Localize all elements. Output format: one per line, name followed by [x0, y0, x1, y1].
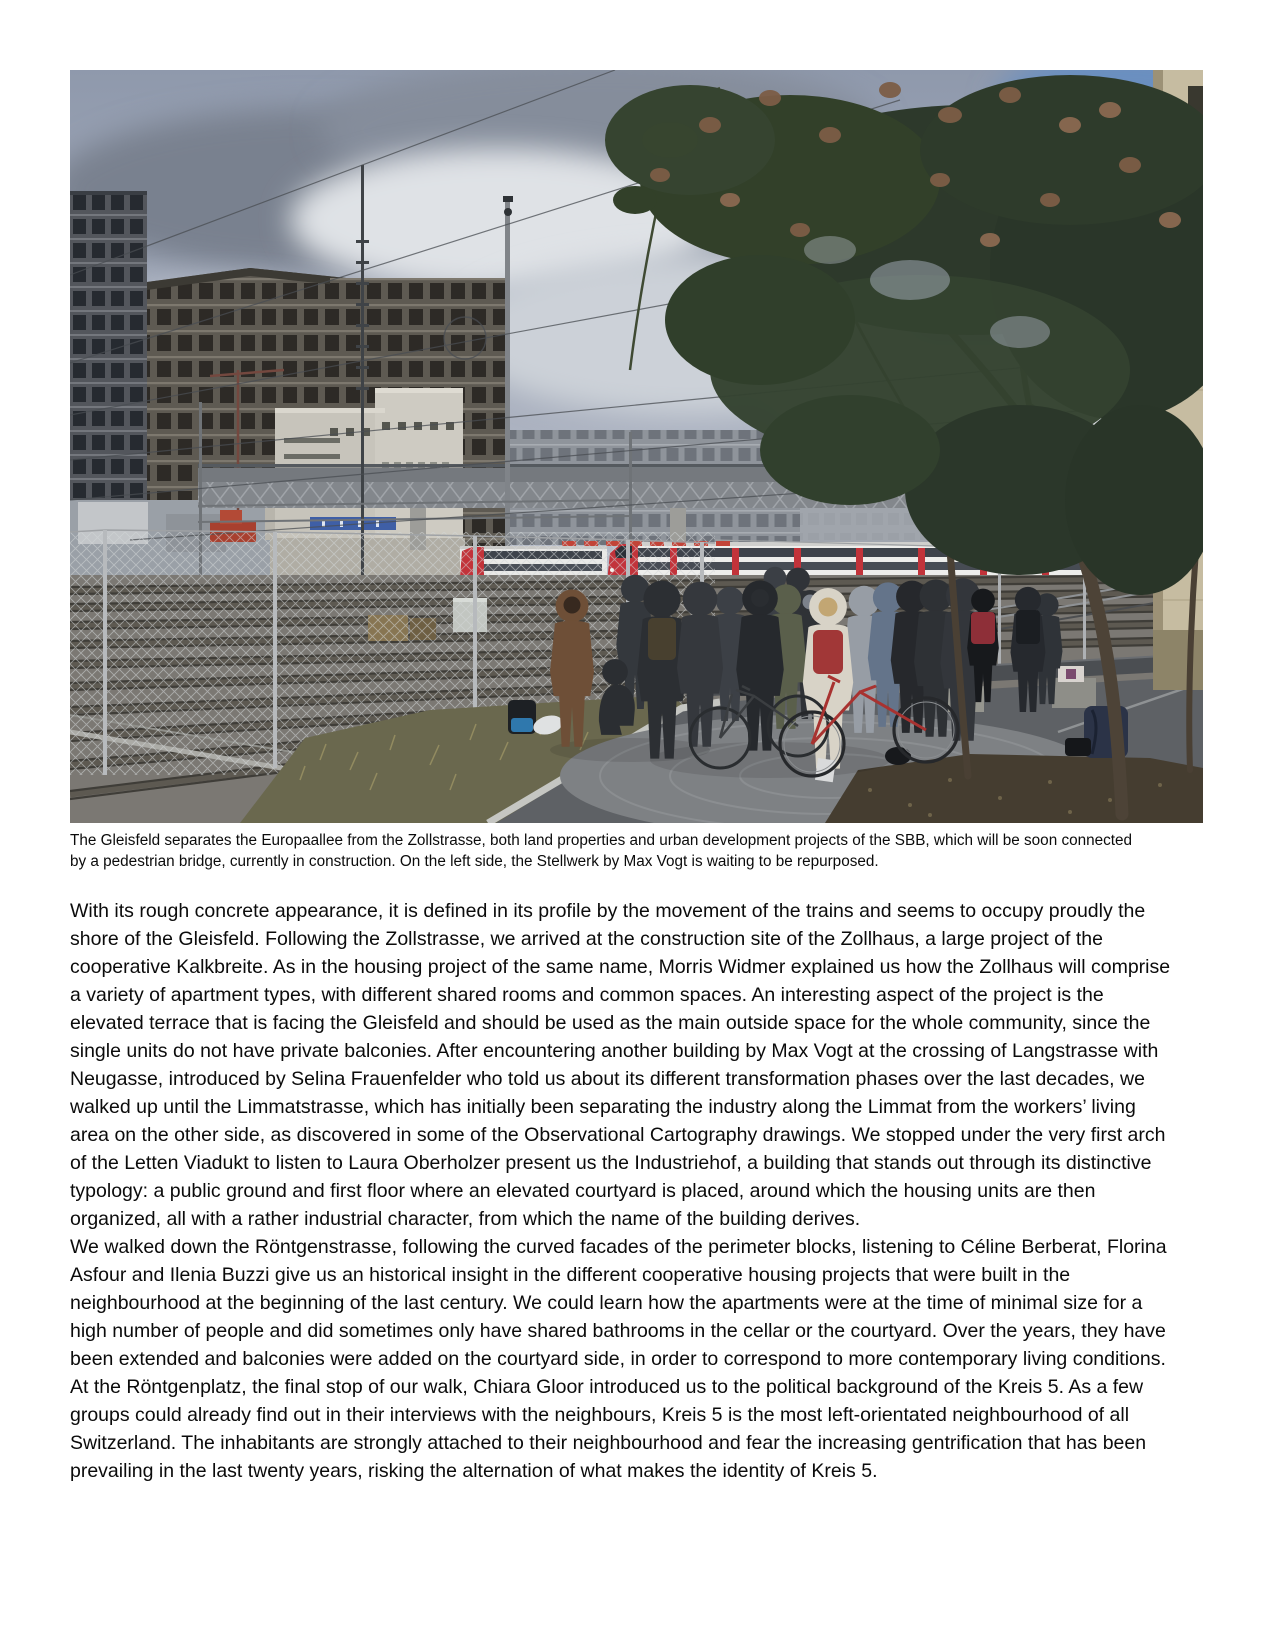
gleisfeld-photo — [70, 70, 1203, 823]
photo-figure — [70, 70, 1205, 872]
paragraph-2: We walked down the Röntgenstrasse, following the curved facades of the perimeter blocks, listening to Céline Berberat, Florina Asfour and Ilenia Buzzi give us an historical insight in the different cooperative housing projects that were built in the neighbourhood at the beginning of the last century. We could learn how the apartments were at the time of minimal size for a high number of people and did sometimes only have shared bathrooms in the cellar or the courtyard. Over the years, they have been extended and balconies were added on the courtyard side, in order to correspond to more contemporary living conditions. At the Röntgenplatz, the final stop of our walk, Chiara Gloor introduced us to the political background of the Kreis 5. As a few groups could already find out in their interviews with the neighbours, Kreis 5 is the most left-orientated neighbourhood of all Switzerland. The inhabitants are strongly attached to their neighbourhood and fear the increasing gentrification that has been prevailing in the last twenty years, risking the alternation of what makes the identity of Kreis 5. — [70, 1236, 1167, 1482]
article-text — [70, 897, 1173, 1485]
paragraph-1: With its rough concrete appearance, it is defined in its profile by the movement of the trains and seems to occupy proudly the shore of the Gleisfeld. Following the Zollstrasse, we arrived at the construction site of the Zollhaus, a large project of the cooperative Kalkbreite. As in the housing project of the same name, Morris Widmer explained us how the Zollhaus will comprise a variety of apartment types, with different shared rooms and common spaces. An interesting aspect of the project is the elevated terrace that is facing the Gleisfeld and should be used as the main outside space for the whole community, since the single units do not have private balconies. After encountering another building by Max Vogt at the crossing of Langstrasse with Neugasse, introduced by Selina Frauenfelder who told us about its different transformation phases over the last decades, we walked up until the Limmatstrasse, which has initially been separating the industry along the Limmat from the workers’ living area on the other side, as discovered in some of the Observational Cartography drawings. We stopped under the very first arch of the Letten Viadukt to listen to Laura Oberholzer present us the Industriehof, a building that stands out through its distinctive typology: a public ground and first floor where an elevated courtyard is placed, around which the housing units are then organized, all with a rather industrial character, from which the name of the building derives. — [70, 900, 1171, 1230]
photo-caption: The Gleisfeld separates the Europaallee from the Zollstrasse, both land properties and urban development projects of the SBB, which will be soon connected by a pedestrian bridge, currently in construction. On the left side, the Stellwerk by Max Vogt is waiting to be repurposed. — [70, 832, 1133, 870]
